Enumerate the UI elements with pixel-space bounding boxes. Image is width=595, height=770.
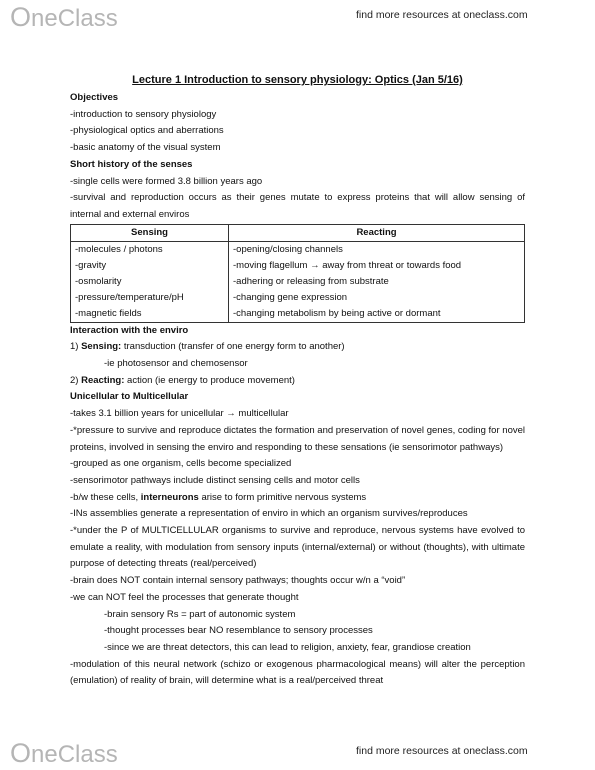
- history-heading: Short history of the senses: [70, 158, 193, 170]
- note-line: -INs assemblies generate a representation of enviro in which an organism survives/reproduces: [70, 508, 468, 520]
- note-line: -b/w these cells, interneurons arise to form primitive nervous systems: [70, 491, 367, 503]
- note-line: -grouped as one organism, cells become specialized: [70, 458, 292, 470]
- table-cell: -molecules / photons: [71, 241, 229, 258]
- note-subline: -brain sensory Rs = part of autonomic system: [104, 608, 296, 620]
- find-more-link[interactable]: find more resources at oneclass.com: [356, 9, 528, 21]
- table-row: [71, 258, 525, 274]
- multicellular-heading: Unicellular to Multicellular: [70, 391, 189, 403]
- note-line: -*under the P of MULTICELLULAR organisms to survive and reproduce, nervous systems have evolved to emulate a reality, with modulation from sensory inputs (internal/external) or without (thoughts), with ultimate purpose of detecting threats (real/perceived): [70, 525, 525, 570]
- history-item: -survival and reproduction occurs as their genes mutate to express proteins that will allow sensing of internal and external enviros: [70, 192, 525, 220]
- objective-item: -introduction to sensory physiology: [70, 108, 217, 120]
- table-row: [71, 306, 525, 323]
- table-header-reacting: Reacting: [229, 224, 525, 241]
- sensing-reacting-table: [70, 224, 525, 323]
- note-line: -*pressure to survive and reproduce dictates the formation and preservation of novel genes, coding for novel proteins, involved in sensing the enviro and responding to these sensations (ie sensorimotor pathways): [70, 424, 525, 453]
- table-cell: -adhering or releasing from substrate: [229, 274, 525, 290]
- table-cell: -opening/closing channels: [229, 241, 525, 258]
- history-item: -single cells were formed 3.8 billion years ago: [70, 175, 263, 187]
- reacting-line: 2) Reacting: action (ie energy to produce movement): [70, 374, 295, 386]
- lecture-title: Lecture 1 Introduction to sensory physiology: Optics (Jan 5/16): [132, 74, 463, 86]
- note-subline: -thought processes bear NO resemblance to sensory processes: [104, 625, 373, 637]
- lecture-notes: [70, 72, 525, 690]
- find-more-link-footer[interactable]: find more resources at oneclass.com: [356, 745, 528, 757]
- oneclass-logo-footer: OneClass: [10, 738, 118, 768]
- interaction-heading: Interaction with the enviro: [70, 324, 189, 336]
- sensing-line: 1) Sensing: transduction (transfer of one energy form to another): [70, 341, 345, 353]
- table-row: [71, 274, 525, 290]
- table-header-sensing: Sensing: [71, 224, 229, 241]
- table-row: [71, 241, 525, 258]
- table-cell: -pressure/temperature/pH: [71, 290, 229, 306]
- note-line: -sensorimotor pathways include distinct sensing cells and motor cells: [70, 474, 360, 486]
- table-cell: -osmolarity: [71, 274, 229, 290]
- table-cell: -magnetic fields: [71, 306, 229, 323]
- table-cell: -changing gene expression: [229, 290, 525, 306]
- sensing-sub: -ie photosensor and chemosensor: [104, 358, 248, 370]
- note-line: -takes 3.1 billion years for unicellular → multicellular: [70, 408, 289, 420]
- note-subline: -since we are threat detectors, this can lead to religion, anxiety, fear, grandiose creation: [104, 641, 471, 653]
- objective-item: -physiological optics and aberrations: [70, 125, 224, 137]
- note-line: -brain does NOT contain internal sensory pathways; thoughts occur w/n a “void”: [70, 575, 406, 587]
- oneclass-logo: OneClass: [10, 2, 118, 32]
- objectives-heading: Objectives: [70, 92, 119, 103]
- note-line: -modulation of this neural network (schizo or exogenous pharmacological means) will alter the perception (emulation) of reality of brain, will determine what is a real/perceived threat: [70, 658, 525, 687]
- note-line: -we can NOT feel the processes that generate thought: [70, 591, 299, 603]
- table-cell: -changing metabolism by being active or dormant: [229, 306, 525, 323]
- table-cell: -gravity: [71, 258, 229, 274]
- objective-item: -basic anatomy of the visual system: [70, 142, 221, 154]
- table-row: [71, 290, 525, 306]
- table-cell: -moving flagellum → away from threat or towards food: [229, 258, 525, 274]
